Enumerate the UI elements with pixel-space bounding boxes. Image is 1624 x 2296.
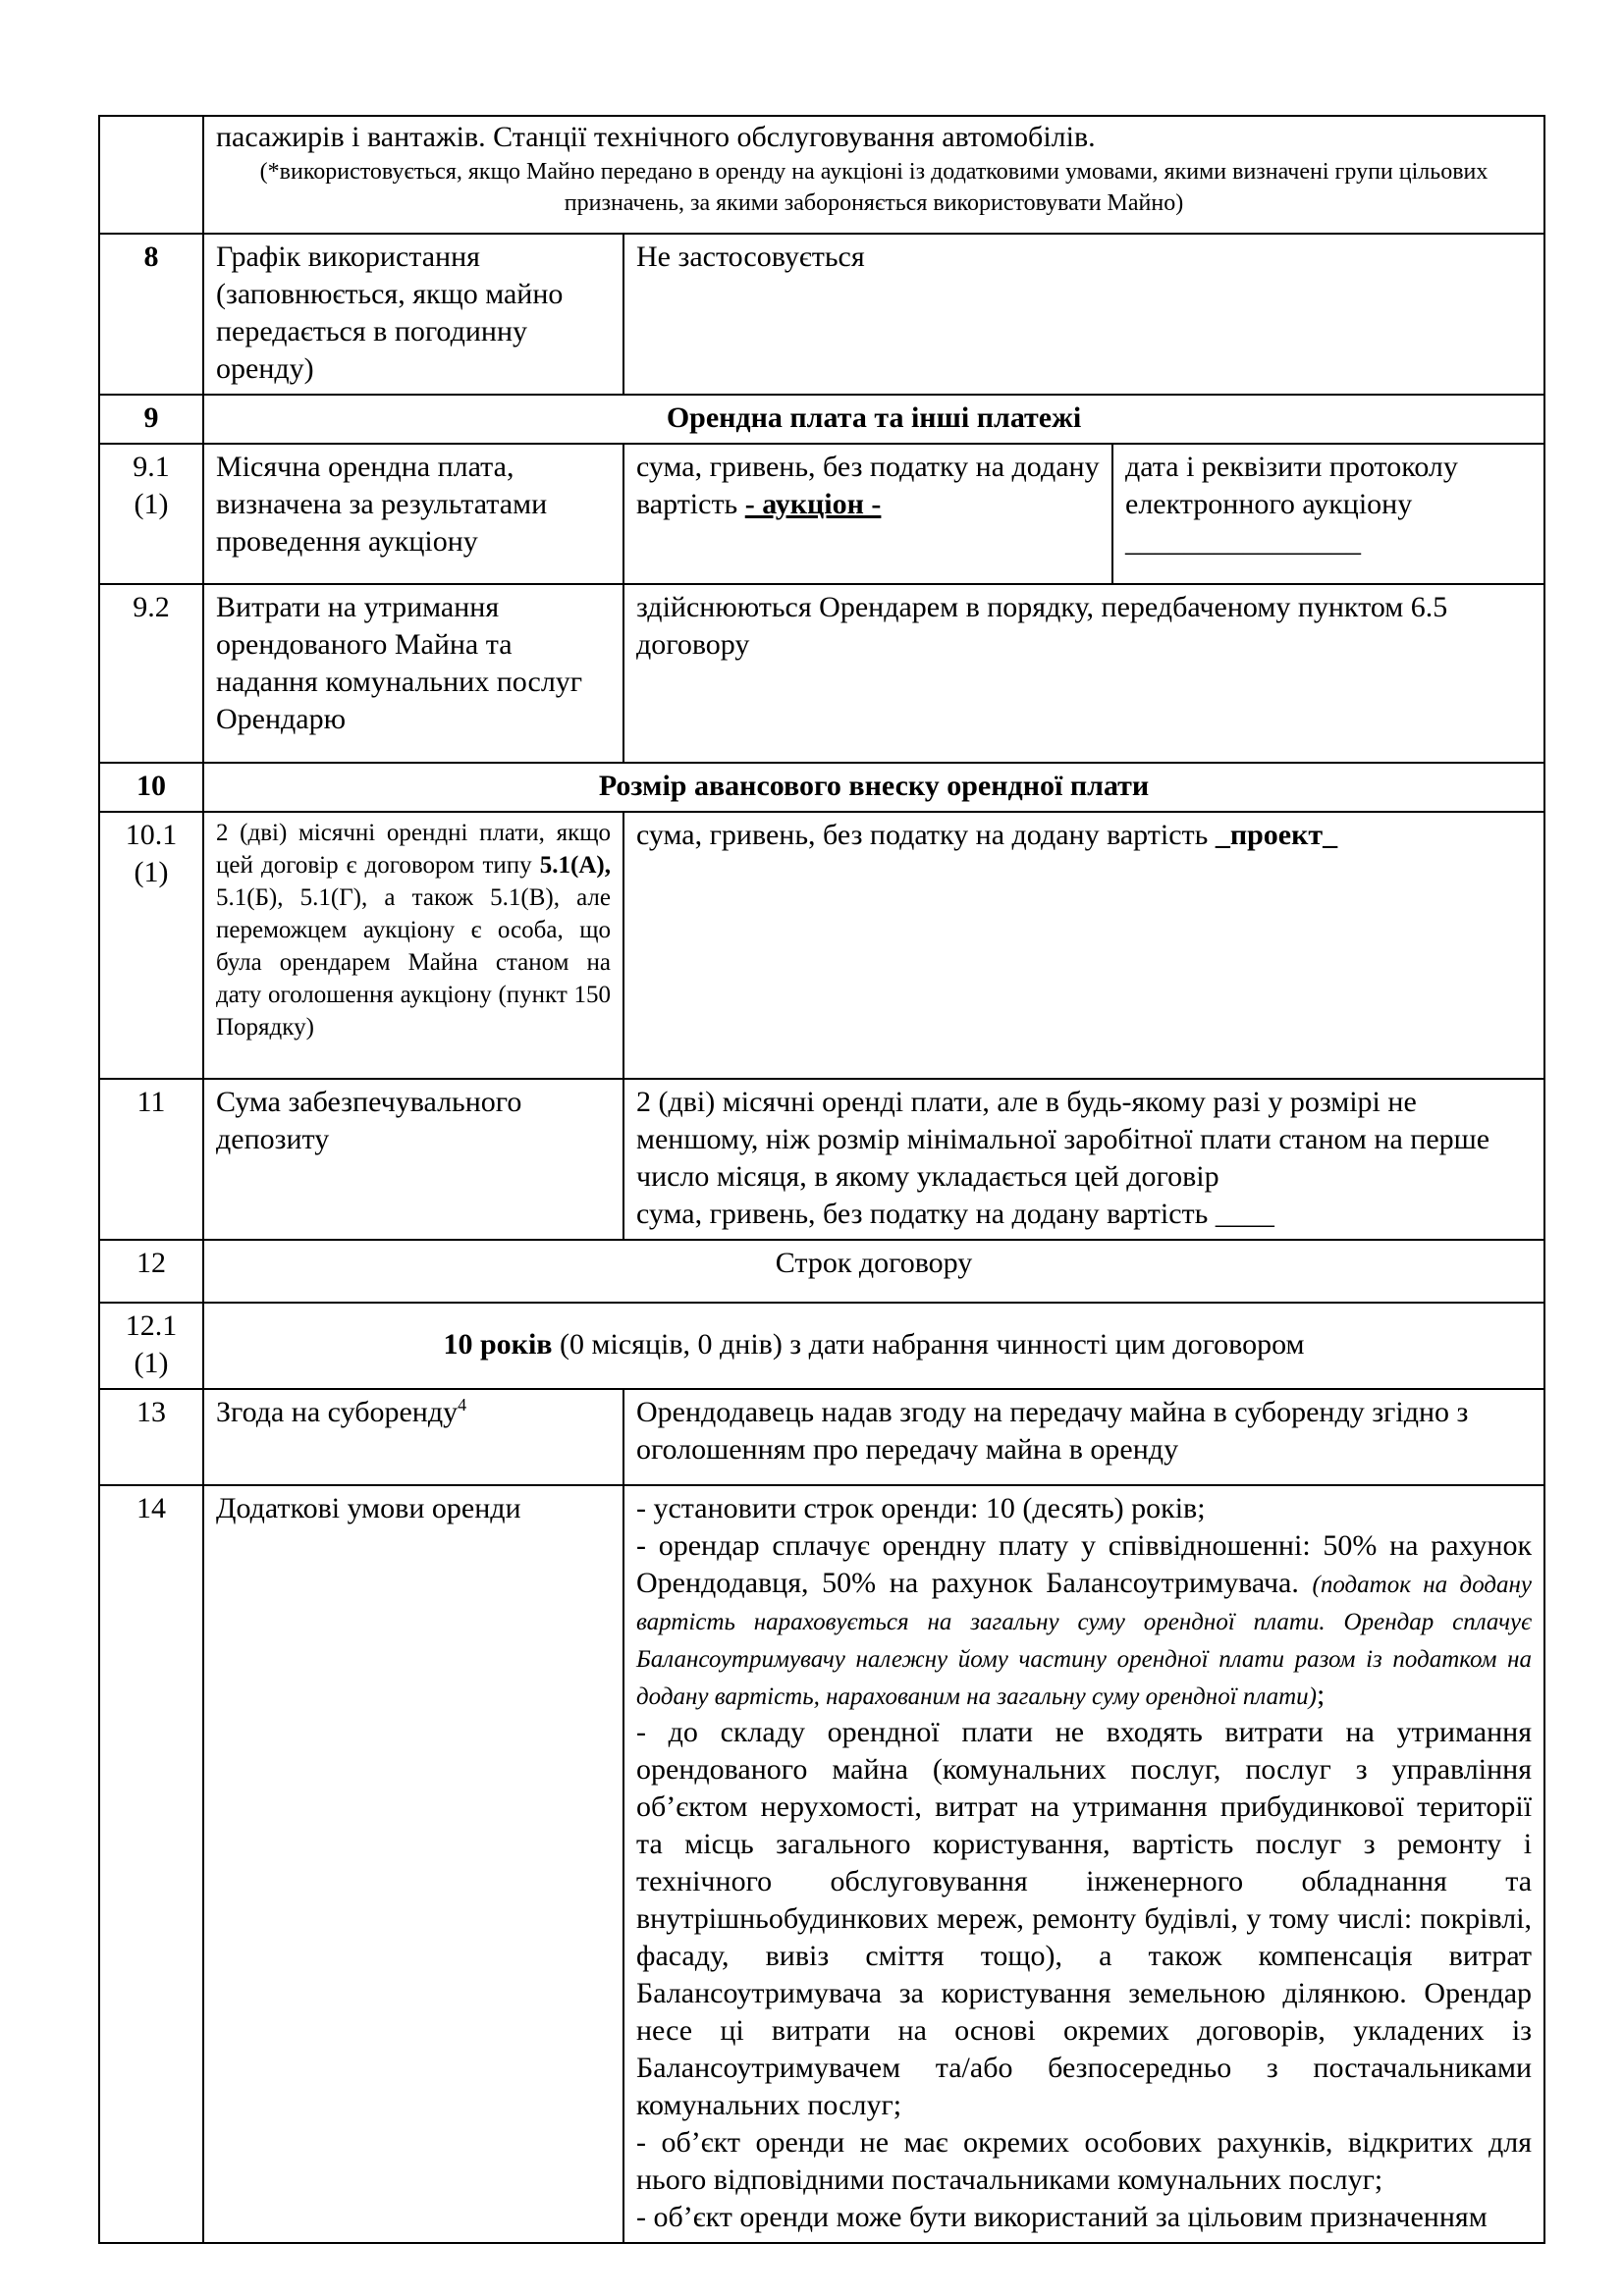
section-title: Розмір авансового внеску орендної плати [203, 763, 1544, 812]
table-row [99, 584, 1544, 763]
condition-purpose: - об’єкт оренди може бути використаний за цільовим призначенням [636, 2201, 1488, 2233]
condition-term: - установити строк оренди: 10 (десять) років; [636, 1492, 1206, 1524]
table-row [99, 116, 1544, 234]
rent-amount-text: сума, гривень, без податку на додану вартість [636, 451, 1100, 520]
row-label: Витрати на утримання орендованого Майна та надання комунальних послуг Орендарю [203, 584, 623, 763]
row-number: 9.2 [99, 584, 203, 763]
row-number: 12.1 [125, 1309, 178, 1342]
lease-terms-table [98, 115, 1545, 2244]
row-value: здійснюються Орендарем в порядку, передбаченому пунктом 6.5 договору [623, 584, 1544, 763]
row-number-cell [99, 1303, 203, 1389]
section-header-row [99, 763, 1544, 812]
row-number: 9.1 [133, 451, 170, 483]
row-number: 10 [99, 763, 203, 812]
project-marker: _проект_ [1215, 819, 1338, 851]
condition-maintenance-costs: - до складу орендної плати не входять витрати на утримання орендованого майна (комунальних послуг, послуг з управління об’єктом нерухомості, витрат на утримання прибудинкової території та місць загального користування, вартість послуг з ремонту і технічного обслуговування інженерного обладнання та внутрішньобудинкових мереж, ремонту будівлі, у тому числі: покрівлі, фасаду, вивіз сміття тощо), а також компенсація витрат Балансоутримувача за користування земельною ділянкою. Орендар несе ці витрати на основі окремих договорів, укладених із Балансоутримувачем та/або безпосередньо з постачальниками комунальних послуг; [636, 1716, 1533, 2121]
row-number-cell [99, 116, 203, 234]
label-text: Згода на суборенду [216, 1396, 459, 1428]
row-label: Сума забезпечувального депозиту [203, 1079, 623, 1240]
term-years: 10 років [443, 1328, 553, 1361]
row-number-sub: (1) [134, 856, 169, 888]
row-value: Орендодавець надав згоду на передачу майна в суборенду згідно з оголошенням про передачу майна в оренду [623, 1389, 1544, 1485]
table-row [99, 1485, 1544, 2243]
footnote-mark: 4 [458, 1395, 467, 1415]
row-value [623, 1079, 1544, 1240]
label-bold-type: 5.1(А), [539, 852, 611, 879]
row-number: 14 [99, 1485, 203, 2243]
row-number: 13 [99, 1389, 203, 1485]
section-title: Орендна плата та інші платежі [203, 395, 1544, 444]
section-header-row [99, 1240, 1544, 1303]
table-row [99, 1079, 1544, 1240]
protocol-blank: ________________ [1125, 525, 1361, 558]
table-row [99, 1389, 1544, 1485]
row-number-sub: (1) [134, 488, 169, 520]
row-value [623, 812, 1544, 1079]
table-row [99, 1303, 1544, 1389]
continuation-cell [203, 116, 1544, 234]
row-number-cell [99, 812, 203, 1079]
row-value: Не застосовується [623, 234, 1544, 395]
label-text-rest: 5.1(Б), 5.1(Г), а також 5.1(В), але переможцем аукціону є особа, що була орендарем Майна станом на дату оголошення аукціону (пункт 150 Порядку) [216, 884, 611, 1041]
purpose-text: пасажирів і вантажів. Станції технічного обслуговування автомобілів. [216, 121, 1096, 153]
row-label: Графік використання (заповнюється, якщо майно передається в погодинну оренду) [203, 234, 623, 395]
label-text: 2 (дві) місячні орендні плати, якщо цей договір є договором типу [216, 820, 611, 879]
protocol-cell [1112, 444, 1544, 584]
condition-payment-text: - орендар сплачує орендну плату у співвідношенні: 50% на рахунок Орендодавця, 50% на рахунок Балансоутримувача. [636, 1529, 1533, 1599]
row-number: 8 [99, 234, 203, 395]
additional-conditions [623, 1485, 1544, 2243]
row-number: 12 [99, 1240, 203, 1303]
condition-payment-split [636, 1527, 1532, 1714]
row-number: 9 [99, 395, 203, 444]
row-number: 11 [99, 1079, 203, 1240]
protocol-text: дата і реквізити протоколу електронного аукціону [1125, 451, 1458, 520]
table-row [99, 444, 1544, 584]
term-cell [203, 1303, 1544, 1389]
purpose-note: (*використовується, якщо Майно передано в оренду на аукціоні із додатковими умовами, якими визначені групи цільових призначень, за якими забороняється використовувати Майно) [259, 159, 1489, 216]
deposit-text: 2 (дві) місячні оренді плати, але в будь-якому разі у розмірі не меншому, ніж розмір мінімальної заробітної плати станом на перше число місяця, в якому укладається цей договір [636, 1086, 1490, 1193]
row-number-sub: (1) [134, 1347, 169, 1379]
condition-no-accounts: - об’єкт оренди не має окремих особових рахунків, відкритих для нього відповідними постачальниками комунальних послуг; [636, 2126, 1533, 2196]
section-header-row [99, 395, 1544, 444]
table-row [99, 812, 1544, 1079]
row-number: 10.1 [125, 819, 178, 851]
row-label: Додаткові умови оренди [203, 1485, 623, 2243]
row-label: Місячна орендна плата, визначена за результатами проведення аукціону [203, 444, 623, 584]
advance-amount-text: сума, гривень, без податку на додану вартість [636, 819, 1216, 851]
row-label [203, 1389, 623, 1485]
section-title: Строк договору [203, 1240, 1544, 1303]
row-value [623, 444, 1112, 584]
table-row [99, 234, 1544, 395]
term-text: (0 місяців, 0 днів) з дати набрання чинності цим договором [552, 1328, 1305, 1361]
row-number-cell [99, 444, 203, 584]
condition-vat-note: (податок на додану вартість нараховується на загальну суму орендної плати. Орендар сплачує Балансоутримувачу належну йому частину орендної плати разом із податком на додану вартість, нарахованим на загальну суму орендної плати) [636, 1572, 1533, 1710]
row-label [203, 812, 623, 1079]
condition-payment-end: ; [1316, 1679, 1326, 1711]
auction-marker: - аукціон - [744, 488, 882, 520]
deposit-amount: сума, гривень, без податку на додану вартість ____ [636, 1198, 1274, 1230]
